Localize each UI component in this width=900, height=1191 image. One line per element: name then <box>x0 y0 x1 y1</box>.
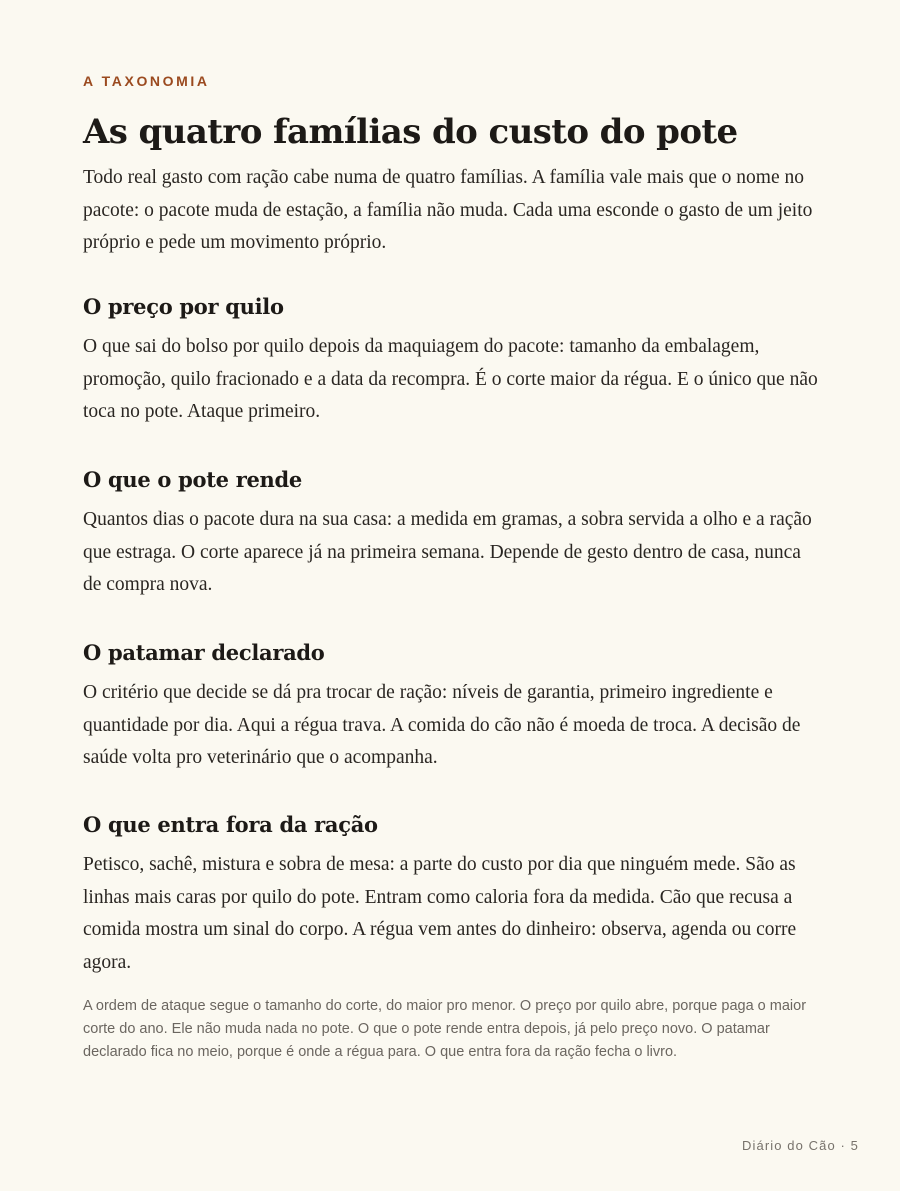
section-heading: O que o pote rende <box>83 467 302 492</box>
intro-paragraph: Todo real gasto com ração cabe numa de quatro famílias. A família vale mais que o nome no pacote: o pacote muda de estação, a família não muda. Cada uma esconde o gasto de um jeito próprio e pede um movimento próprio. <box>83 167 813 253</box>
section-preco-por-quilo <box>83 291 823 429</box>
section-eyebrow: A TAXONOMIA <box>83 73 210 89</box>
section-body: Petisco, sachê, mistura e sobra de mesa: a parte do custo por dia que ninguém mede. São as linhas mais caras por quilo do pote. Entram como caloria fora da medida. Cão que recusa a comida mostra um sinal do corpo. A régua vem antes do dinheiro: observa, agenda ou corre agora. <box>83 854 797 973</box>
section-heading: O preço por quilo <box>83 294 284 319</box>
section-body: O que sai do bolso por quilo depois da maquiagem do pacote: tamanho da embalagem, promoção, quilo fracionado e a data da recompra. É o corte maior da régua. E o único que não toca no pote. Ataque primeiro. <box>83 336 818 422</box>
page-title: As quatro famílias do custo do pote <box>83 112 738 152</box>
section-patamar-declarado <box>83 637 823 775</box>
section-fora-da-racao <box>83 809 823 979</box>
section-body: Quantos dias o pacote dura na sua casa: a medida em gramas, a sobra servida a olho e a ração que estraga. O corte aparece já na primeira semana. Depende de gesto dentro de casa, nunca de compra nova. <box>83 509 812 595</box>
section-body: O critério que decide se dá pra trocar de ração: níveis de garantia, primeiro ingrediente e quantidade por dia. Aqui a régua trava. A comida do cão não é moeda de troca. A decisão de saúde volta pro veterinário que o acompanha. <box>83 682 801 768</box>
footnote-paragraph: A ordem de ataque segue o tamanho do corte, do maior pro menor. O preço por quilo abre, porque paga o maior corte do ano. Ele não muda nada no pote. O que o pote rende entra depois, já pelo preço novo. O patamar declarado fica no meio, porque é onde a régua para. O que entra fora da ração fecha o livro. <box>83 998 807 1060</box>
page-footer: Diário do Cão · 5 <box>742 1138 859 1153</box>
section-heading: O que entra fora da ração <box>83 812 378 837</box>
section-heading: O patamar declarado <box>83 640 325 665</box>
section-o-que-o-pote-rende <box>83 464 823 602</box>
